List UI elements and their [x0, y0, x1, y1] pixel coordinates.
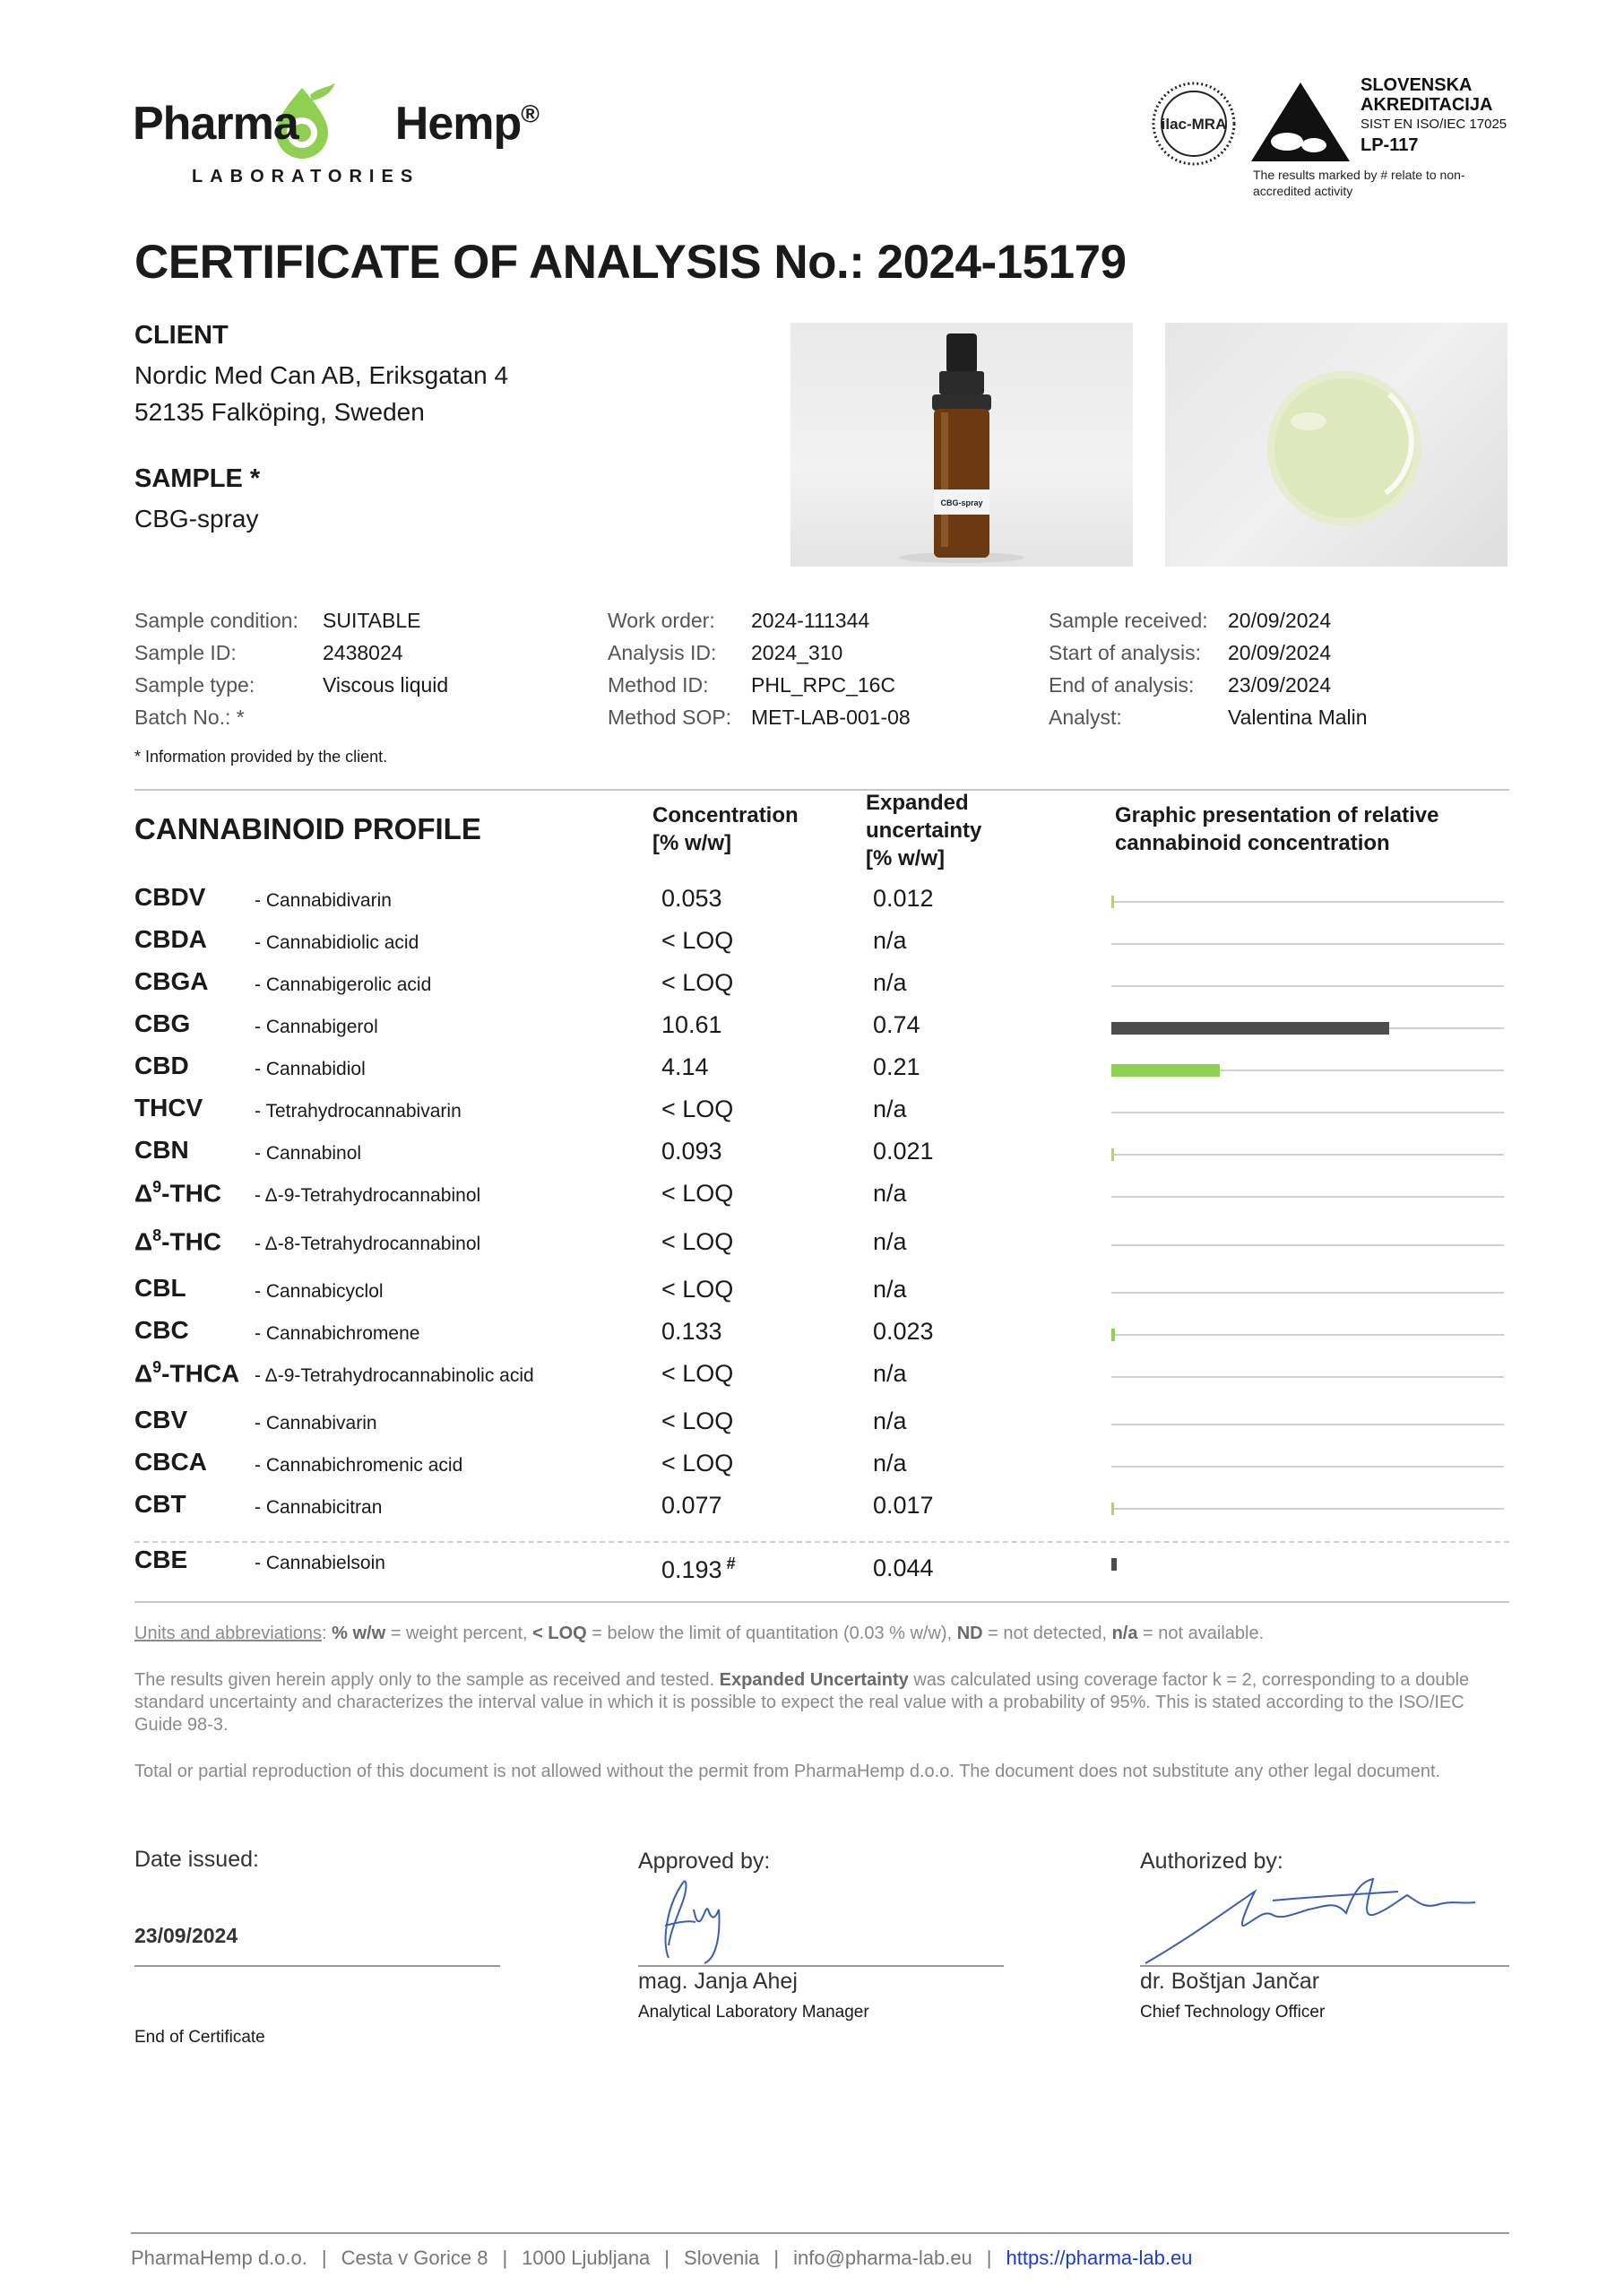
table-row-4: [134, 1052, 1509, 1094]
footer-email[interactable]: info@pharma-lab.eu: [793, 2247, 972, 2269]
authorized-label: Authorized by:: [1140, 1849, 1283, 1874]
approver-role: Analytical Laboratory Manager: [638, 2003, 869, 2022]
cannabinoid-abbr: $\Delta^8$-THC: [134, 1226, 222, 1256]
uncertainty-header: Expanded uncertainty [% w/w]: [866, 791, 982, 870]
concentration-value: 10.61: [661, 1011, 722, 1038]
authorizer-role: Chief Technology Officer: [1140, 2003, 1326, 2022]
concentration-bar: [1111, 896, 1114, 908]
cannabinoid-name: - Cannabichromenic acid: [255, 1455, 463, 1476]
bar-track: [1111, 901, 1504, 903]
authorizer-name: dr. Boštjan Jančar: [1140, 1969, 1320, 1994]
end-of-certificate: End of Certificate: [134, 2028, 265, 2047]
approver-signature: [642, 1870, 749, 1969]
table-row-2: [134, 967, 1509, 1009]
bar-track: [1111, 1424, 1504, 1425]
concentration-bar: [1111, 1022, 1389, 1035]
cannabinoid-abbr: CBDV: [134, 883, 206, 911]
akred-line2: AKREDITACIJA: [1361, 95, 1493, 115]
brand-name: Pharma Hemp®: [133, 98, 539, 150]
concentration-value: < LOQ: [661, 1450, 734, 1477]
info-col2-values: 2024-111344 2024_310 PHL_RPC_16C MET-LAB-001-08: [751, 609, 911, 729]
graph-header: Graphic presentation of relative cannabinoid concentration: [1115, 803, 1439, 855]
sample-drop-photo: [1165, 323, 1507, 567]
footer-company: PharmaHemp d.o.o.: [131, 2247, 307, 2269]
bar-track: [1111, 1292, 1504, 1294]
divider: [134, 1601, 1509, 1603]
bar-track: [1111, 1196, 1504, 1198]
svg-text:ilac-MRA: ilac-MRA: [1161, 116, 1227, 133]
cannabinoid-name: - Δ-9-Tetrahydrocannabinol: [255, 1185, 481, 1206]
cannabinoid-name: - Cannabidiol: [255, 1059, 366, 1079]
table-row-14: [134, 1490, 1509, 1532]
table-row-11: [134, 1358, 1509, 1400]
client-address: [134, 357, 508, 430]
client-line1: Nordic Med Can AB, Eriksgatan 4: [134, 361, 509, 389]
signature-line: [1140, 1965, 1509, 1967]
uncertainty-value: 0.017: [873, 1492, 934, 1519]
uncertainty-value: 0.023: [873, 1318, 934, 1345]
concentration-value: 0.193 #: [661, 1555, 736, 1583]
uncertainty-value: 0.012: [873, 885, 934, 912]
concentration-header: Concentration [% w/w]: [652, 803, 799, 855]
akreditacija-mark: [1248, 79, 1353, 165]
ilac-mra-logo: [1151, 81, 1237, 167]
concentration-value: < LOQ: [661, 1096, 734, 1122]
akred-standard: SIST EN ISO/IEC 17025: [1361, 117, 1507, 132]
cannabinoid-name: - Cannabigerol: [255, 1017, 378, 1037]
cannabinoid-name: - Cannabichromene: [255, 1323, 420, 1344]
uncertainty-value: n/a: [873, 1180, 907, 1207]
bar-track: [1111, 1508, 1504, 1510]
signature-line: [638, 1965, 1004, 1967]
cannabinoid-name: - Cannabivarin: [255, 1413, 377, 1433]
concentration-bar: [1111, 1148, 1114, 1161]
company-logo: [133, 79, 539, 186]
uncertainty-value: n/a: [873, 1228, 907, 1255]
table-row-1: [134, 925, 1509, 967]
footer-city: 1000 Ljubljana: [522, 2247, 651, 2269]
concentration-value: 0.053: [661, 885, 722, 912]
reproduction-note: Total or partial reproduction of this document is not allowed without the permit from PharmaHemp d.o.o. The document does not substitute any other legal document.: [134, 1762, 1441, 1781]
signature-line: [134, 1965, 500, 1967]
table-row-0: [134, 883, 1509, 925]
concentration-bar: [1111, 1064, 1220, 1077]
cannabinoid-abbr: CBC: [134, 1316, 189, 1344]
info-col1-labels: Sample condition: Sample ID: Sample type: Batch No.: *: [134, 609, 298, 729]
cannabinoid-abbr: $\Delta^9$-THCA: [134, 1358, 240, 1388]
table-row-12: [134, 1406, 1509, 1448]
bar-track: [1111, 1154, 1504, 1156]
concentration-bar: [1111, 1503, 1114, 1515]
cannabinoid-abbr: CBG: [134, 1009, 191, 1037]
date-issued-label: Date issued:: [134, 1847, 259, 1872]
svg-text:CBG-spray: CBG-spray: [940, 498, 983, 507]
cannabinoid-abbr: THCV: [134, 1094, 203, 1122]
profile-heading: CANNABINOID PROFILE: [134, 812, 481, 845]
info-col1-values: SUITABLE 2438024 Viscous liquid: [323, 609, 449, 697]
table-row-7: [134, 1178, 1509, 1220]
units-note: Units and abbreviations: % w/w = weight percent, < LOQ = below the limit of quantitation (0.03 % w/w), ND = not detected, n/a = not available.: [134, 1624, 1265, 1643]
bar-track: [1111, 985, 1504, 987]
table-row-10: [134, 1316, 1509, 1358]
cannabinoid-name: - Cannabielsoin: [255, 1553, 385, 1573]
uncertainty-value: n/a: [873, 1407, 907, 1434]
approved-label: Approved by:: [638, 1849, 771, 1874]
cannabinoid-abbr: CBD: [134, 1052, 189, 1079]
cannabinoid-name: - Δ-8-Tetrahydrocannabinol: [255, 1234, 481, 1254]
info-col2-labels: Work order: Analysis ID: Method ID: Method SOP:: [608, 609, 732, 729]
cannabinoid-name: - Tetrahydrocannabivarin: [255, 1101, 462, 1122]
sample-bottle-photo: [790, 323, 1133, 567]
concentration-value: 0.093: [661, 1138, 722, 1165]
cannabinoid-name: - Δ-9-Tetrahydrocannabinolic acid: [255, 1365, 534, 1386]
cannabinoid-abbr: CBT: [134, 1490, 186, 1518]
table-row-9: [134, 1274, 1509, 1316]
cannabinoid-name: - Cannabinol: [255, 1143, 362, 1164]
bar-track: [1111, 1244, 1504, 1246]
uncertainty-value: 0.21: [873, 1053, 920, 1080]
uncertainty-value: 0.021: [873, 1138, 934, 1165]
date-issued-value: 23/09/2024: [134, 1924, 238, 1947]
bar-track: [1111, 1334, 1504, 1336]
uncertainty-value: n/a: [873, 1096, 907, 1122]
concentration-value: 0.133: [661, 1318, 722, 1345]
table-row-3: [134, 1009, 1509, 1052]
concentration-value: < LOQ: [661, 927, 734, 954]
bar-track: [1111, 943, 1504, 945]
bar-track: [1111, 1466, 1504, 1468]
uncertainty-value: n/a: [873, 1450, 907, 1477]
table-row-6: [134, 1136, 1509, 1178]
concentration-value: < LOQ: [661, 969, 734, 996]
cannabinoid-name: - Cannabicitran: [255, 1497, 383, 1518]
page-title: CERTIFICATE OF ANALYSIS No.: 2024-15179: [134, 236, 1127, 289]
cannabinoid-abbr: CBV: [134, 1406, 188, 1433]
cannabinoid-abbr: CBN: [134, 1136, 189, 1164]
client-info-note: * Information provided by the client.: [134, 748, 388, 766]
sample-heading: SAMPLE *: [134, 464, 261, 493]
akred-code: LP-117: [1361, 135, 1419, 155]
concentration-value: 0.077: [661, 1492, 722, 1519]
bar-track: [1111, 1376, 1504, 1378]
cannabinoid-abbr: $\Delta^9$-THC: [134, 1178, 222, 1208]
concentration-value: < LOQ: [661, 1407, 734, 1434]
concentration-bar: [1111, 1329, 1115, 1341]
cannabinoid-abbr: CBE: [134, 1546, 188, 1573]
uncertainty-value: n/a: [873, 927, 907, 954]
footer-country: Slovenia: [684, 2247, 760, 2269]
cannabinoid-name: - Cannabicyclol: [255, 1281, 384, 1302]
concentration-value: < LOQ: [661, 1276, 734, 1303]
info-col3-labels: Sample received: Start of analysis: End of analysis: Analyst:: [1049, 609, 1208, 729]
cannabinoid-abbr: CBL: [134, 1274, 186, 1302]
concentration-value: < LOQ: [661, 1228, 734, 1255]
uncertainty-value: n/a: [873, 969, 907, 996]
approver-name: mag. Janja Ahej: [638, 1969, 798, 1994]
footer-website-link[interactable]: https://pharma-lab.eu: [1006, 2247, 1193, 2269]
divider: [134, 789, 1509, 791]
cannabinoid-name: - Cannabidiolic acid: [255, 932, 419, 953]
uncertainty-value: n/a: [873, 1360, 907, 1387]
cannabinoid-abbr: CBDA: [134, 925, 207, 953]
cannabinoid-name: - Cannabidivarin: [255, 890, 392, 911]
client-line2: 52135 Falköping, Sweden: [134, 398, 425, 426]
uncertainty-value: 0.044: [873, 1555, 934, 1581]
accreditation-note: The results marked by # relate to non-accredited activity: [1253, 168, 1465, 198]
uncertainty-value: 0.74: [873, 1011, 920, 1038]
table-row-13: [134, 1448, 1509, 1490]
client-heading: CLIENT: [134, 321, 229, 350]
dashed-divider: [134, 1541, 1509, 1543]
concentration-bar: [1111, 1558, 1117, 1571]
concentration-value: 4.14: [661, 1053, 709, 1080]
table-row-8: [134, 1226, 1509, 1269]
table-row-5: [134, 1094, 1509, 1136]
uncertainty-value: n/a: [873, 1276, 907, 1303]
results-note: The results given herein apply only to the sample as received and tested. Expanded Uncertainty was calculated using coverage factor k = 2, corresponding to a double standard uncertainty and characterizes the interval value in which it is possible to expect the real value with a probability of 95%. This is stated according to the ISO/IEC Guide 98-3.: [134, 1670, 1470, 1735]
concentration-value: < LOQ: [661, 1360, 734, 1387]
info-col3-values: 20/09/2024 20/09/2024 23/09/2024 Valentina Malin: [1228, 609, 1368, 729]
sample-name: CBG-spray: [134, 505, 259, 533]
cannabinoid-name: - Cannabigerolic acid: [255, 974, 432, 995]
concentration-value: < LOQ: [661, 1180, 734, 1207]
brand-subtitle: LABORATORIES: [192, 167, 420, 186]
authorizer-signature: [1138, 1874, 1479, 1969]
cannabinoid-abbr: CBCA: [134, 1448, 207, 1476]
footer-street: Cesta v Gorice 8: [341, 2247, 488, 2269]
table-row-cbe: [134, 1546, 1509, 1588]
akred-line1: SLOVENSKA: [1361, 75, 1473, 95]
cannabinoid-abbr: CBGA: [134, 967, 209, 995]
bar-track: [1111, 1112, 1504, 1113]
footer-divider: [131, 2232, 1509, 2234]
footer: PharmaHemp d.o.o. | Cesta v Gorice 8 | 1000 Ljubljana | Slovenia | info@pharma-lab.eu | https://pharma-lab.eu: [131, 2247, 1193, 2269]
akreditacija-text: [1361, 75, 1540, 156]
